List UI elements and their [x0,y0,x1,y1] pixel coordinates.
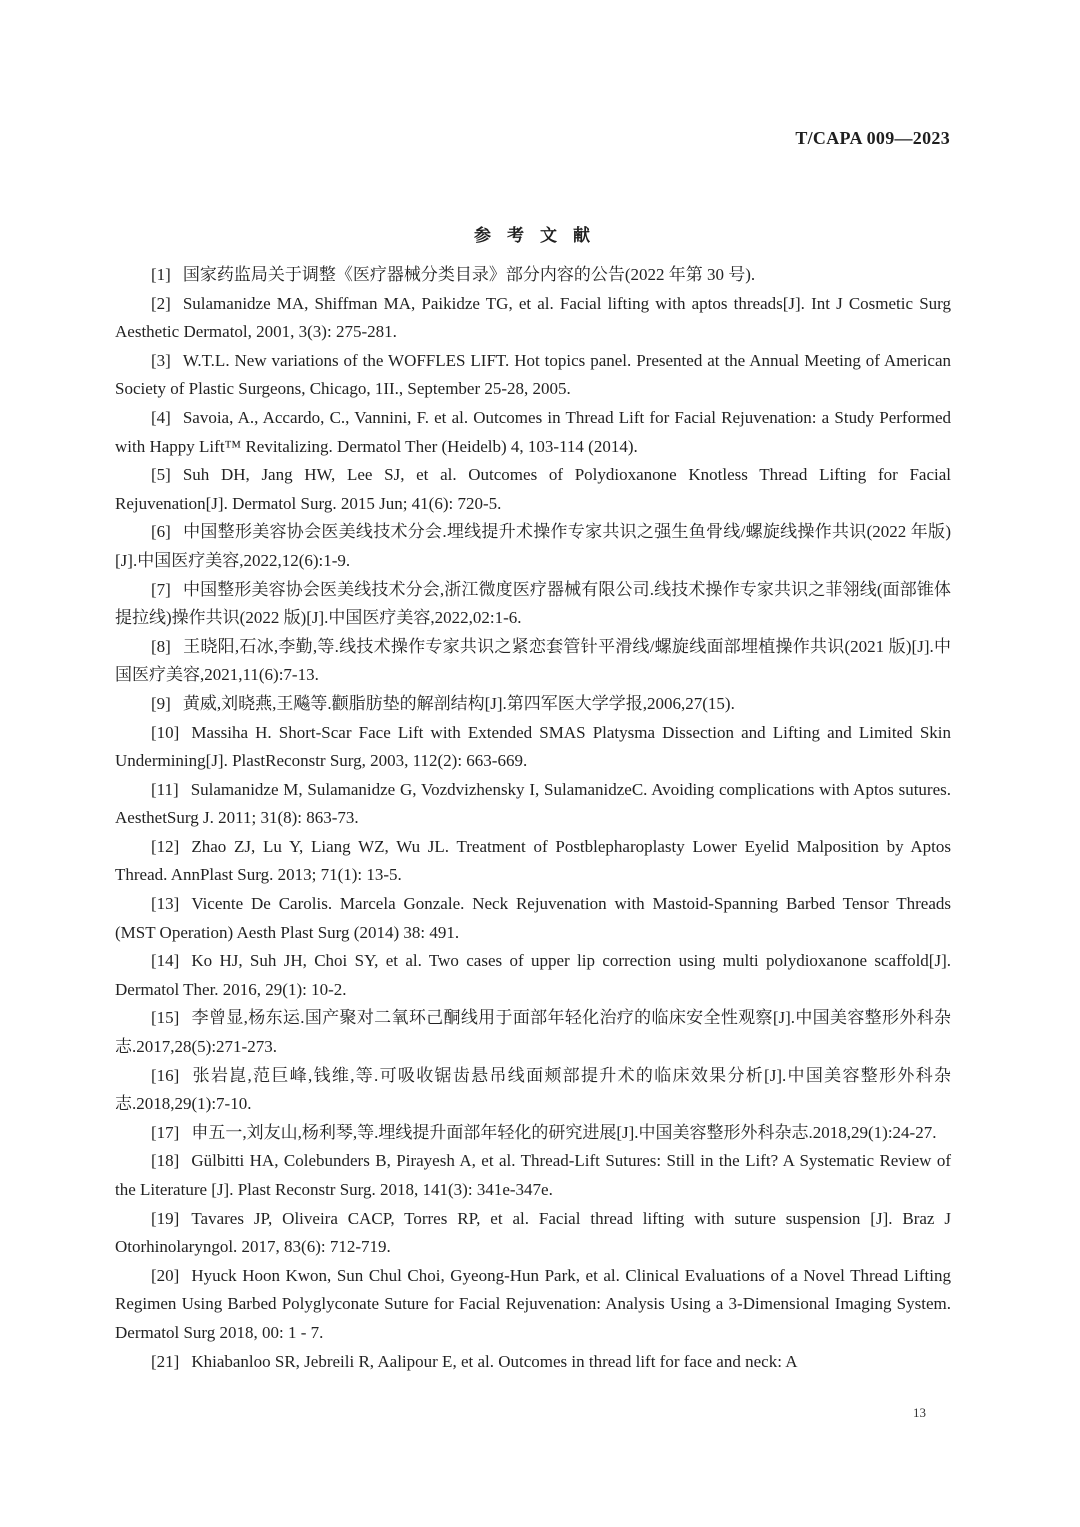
reference-item [115,947,951,1004]
reference-number: [10] [151,722,180,742]
reference-item [115,290,951,347]
reference-number: [11] [151,779,179,799]
reference-text: Hyuck Hoon Kwon, Sun Chul Choi, Gyeong-Hun Park, et al. Clinical Evaluations of a Novel Thread Lifting Regimen Using Barbed Polyglyconate Suture for Facial Rejuvenation: Analysis Using a 3-Dimensional Imaging System. Dermatol Surg 2018, 00: 1 - 7. [115,1265,951,1342]
reference-number: [7] [151,579,171,599]
reference-text: 申五一,刘友山,杨利琴,等.埋线提升面部年轻化的研究进展[J].中国美容整形外科杂志.2018,29(1):24-27. [191,1122,937,1142]
reference-item [115,1205,951,1262]
reference-item [115,261,951,290]
reference-text: W.T.L. New variations of the WOFFLES LIFT. Hot topics panel. Presented at the Annual Meeting of American Society of Plastic Surgeons, Chicago, 1II., September 25-28, 2005. [115,350,951,399]
reference-text: 李曾显,杨东运.国产聚对二氧环己酮线用于面部年轻化治疗的临床安全性观察[J].中国美容整形外科杂志.2017,28(5):271-273. [115,1008,951,1057]
reference-text: 王晓阳,石冰,李勤,等.线技术操作专家共识之紧恋套管针平滑线/螺旋线面部埋植操作共识(2021 版)[J].中国医疗美容,2021,11(6):7-13. [115,636,951,685]
reference-item [115,1062,951,1119]
reference-text: 中国整形美容协会医美线技术分会,浙江微度医疗器械有限公司.线技术操作专家共识之菲翎线(面部锥体提拉线)操作共识(2022 版)[J].中国医疗美容,2022,02:1-6. [115,579,951,628]
reference-number: [17] [151,1122,180,1142]
reference-number: [21] [151,1351,180,1371]
reference-item [115,347,951,404]
reference-number: [12] [151,836,180,856]
reference-text: Massiha H. Short-Scar Face Lift with Extended SMAS Platysma Dissection and Lifting and Limited Skin Undermining[J]. PlastReconstr Surg, 2003, 112(2): 663-669. [115,722,951,771]
reference-text: 张岩崑,范巨峰,钱维,等.可吸收锯齿悬吊线面颊部提升术的临床效果分析[J].中国美容整形外科杂志.2018,29(1):7-10. [115,1065,951,1114]
reference-number: [8] [151,636,171,656]
standard-code: T/CAPA 009—2023 [795,128,950,148]
reference-text: Ko HJ, Suh JH, Choi SY, et al. Two cases of upper lip correction using multi polydioxanone scaffold[J]. Dermatol Ther. 2016, 29(1): 10-2. [115,951,951,999]
section-title: 参考文献 [474,226,606,246]
reference-item [115,404,951,461]
reference-item [115,776,951,833]
reference-text: Gülbitti HA, Colebunders B, Pirayesh A, et al. Thread-Lift Sutures: Still in the Lift? A Systematic Review of the Literature [J]. Plast Reconstr Surg. 2018, 141(3): 341e-347e. [115,1151,951,1199]
reference-item [115,576,951,633]
reference-item [115,690,951,719]
reference-item [115,1262,951,1348]
reference-text: Sulamanidze M, Sulamanidze G, Vozdvizhensky I, SulamanidzeC. Avoiding complications with Aptos sutures. AesthetSurg J. 2011; 31(8): 863-73. [115,779,951,828]
reference-item [115,890,951,947]
reference-text: Tavares JP, Oliveira CACP, Torres RP, et al. Facial thread lifting with suture suspension [J]. Braz J Otorhinolaryngol. 2017, 83(6): 712-719. [115,1208,951,1257]
reference-number: [4] [151,407,171,427]
reference-text: Khiabanloo SR, Jebreili R, Aalipour E, et al. Outcomes in thread lift for face and neck: A [191,1351,798,1371]
reference-item [115,461,951,518]
reference-text: 中国整形美容协会医美线技术分会.埋线提升术操作专家共识之强生鱼骨线/螺旋线操作共识(2022 年版)[J].中国医疗美容,2022,12(6):1-9. [115,522,951,570]
reference-item [115,1348,951,1377]
reference-number: [19] [151,1208,180,1228]
reference-number: [3] [151,350,171,370]
reference-text: Zhao ZJ, Lu Y, Liang WZ, Wu JL. Treatment of Postblepharoplasty Lower Eyelid Malposition by Aptos Thread. AnnPlast Surg. 2013; 71(1): 13-5. [115,836,951,885]
reference-number: [20] [151,1265,180,1285]
reference-number: [15] [151,1008,180,1028]
reference-item [115,1004,951,1061]
reference-item [115,1147,951,1204]
reference-number: [18] [151,1151,180,1171]
reference-list [115,261,951,1376]
reference-number: [5] [151,465,171,485]
reference-number: [6] [151,522,171,542]
reference-text: 黄威,刘晓燕,王飚等.颧脂肪垫的解剖结构[J].第四军医大学学报,2006,27(15). [182,693,735,713]
reference-text: Sulamanidze MA, Shiffman MA, Paikidze TG, et al. Facial lifting with aptos threads[J]. Int J Cosmetic Surg Aesthetic Dermatol, 2001, 3(3): 275-281. [115,293,951,342]
reference-number: [14] [151,951,180,971]
page-number: 13 [913,1405,926,1420]
reference-number: [9] [151,693,171,713]
reference-text: 国家药监局关于调整《医疗器械分类目录》部分内容的公告(2022 年第 30 号). [182,265,756,284]
reference-text: Suh DH, Jang HW, Lee SJ, et al. Outcomes of Polydioxanone Knotless Thread Lifting for Facial Rejuvenation[J]. Dermatol Surg. 2015 Jun; 41(6): 720-5. [115,465,951,513]
reference-number: [1] [151,265,171,284]
reference-number: [13] [151,894,180,914]
reference-text: Savoia, A., Accardo, C., Vannini, F. et al. Outcomes in Thread Lift for Facial Rejuvenation: a Study Performed with Happy Lift™ Revitalizing. Dermatol Ther (Heidelb) 4, 103-114 (2014). [115,407,951,456]
reference-item [115,719,951,776]
reference-item [115,833,951,890]
reference-number: [2] [151,293,171,313]
reference-number: [16] [151,1065,180,1085]
reference-item [115,518,951,575]
reference-item [115,633,951,690]
reference-text: Vicente De Carolis. Marcela Gonzale. Neck Rejuvenation with Mastoid-Spanning Barbed Tensor Threads (MST Operation) Aesth Plast Surg (2014) 38: 491. [115,894,951,942]
reference-item [115,1119,951,1148]
